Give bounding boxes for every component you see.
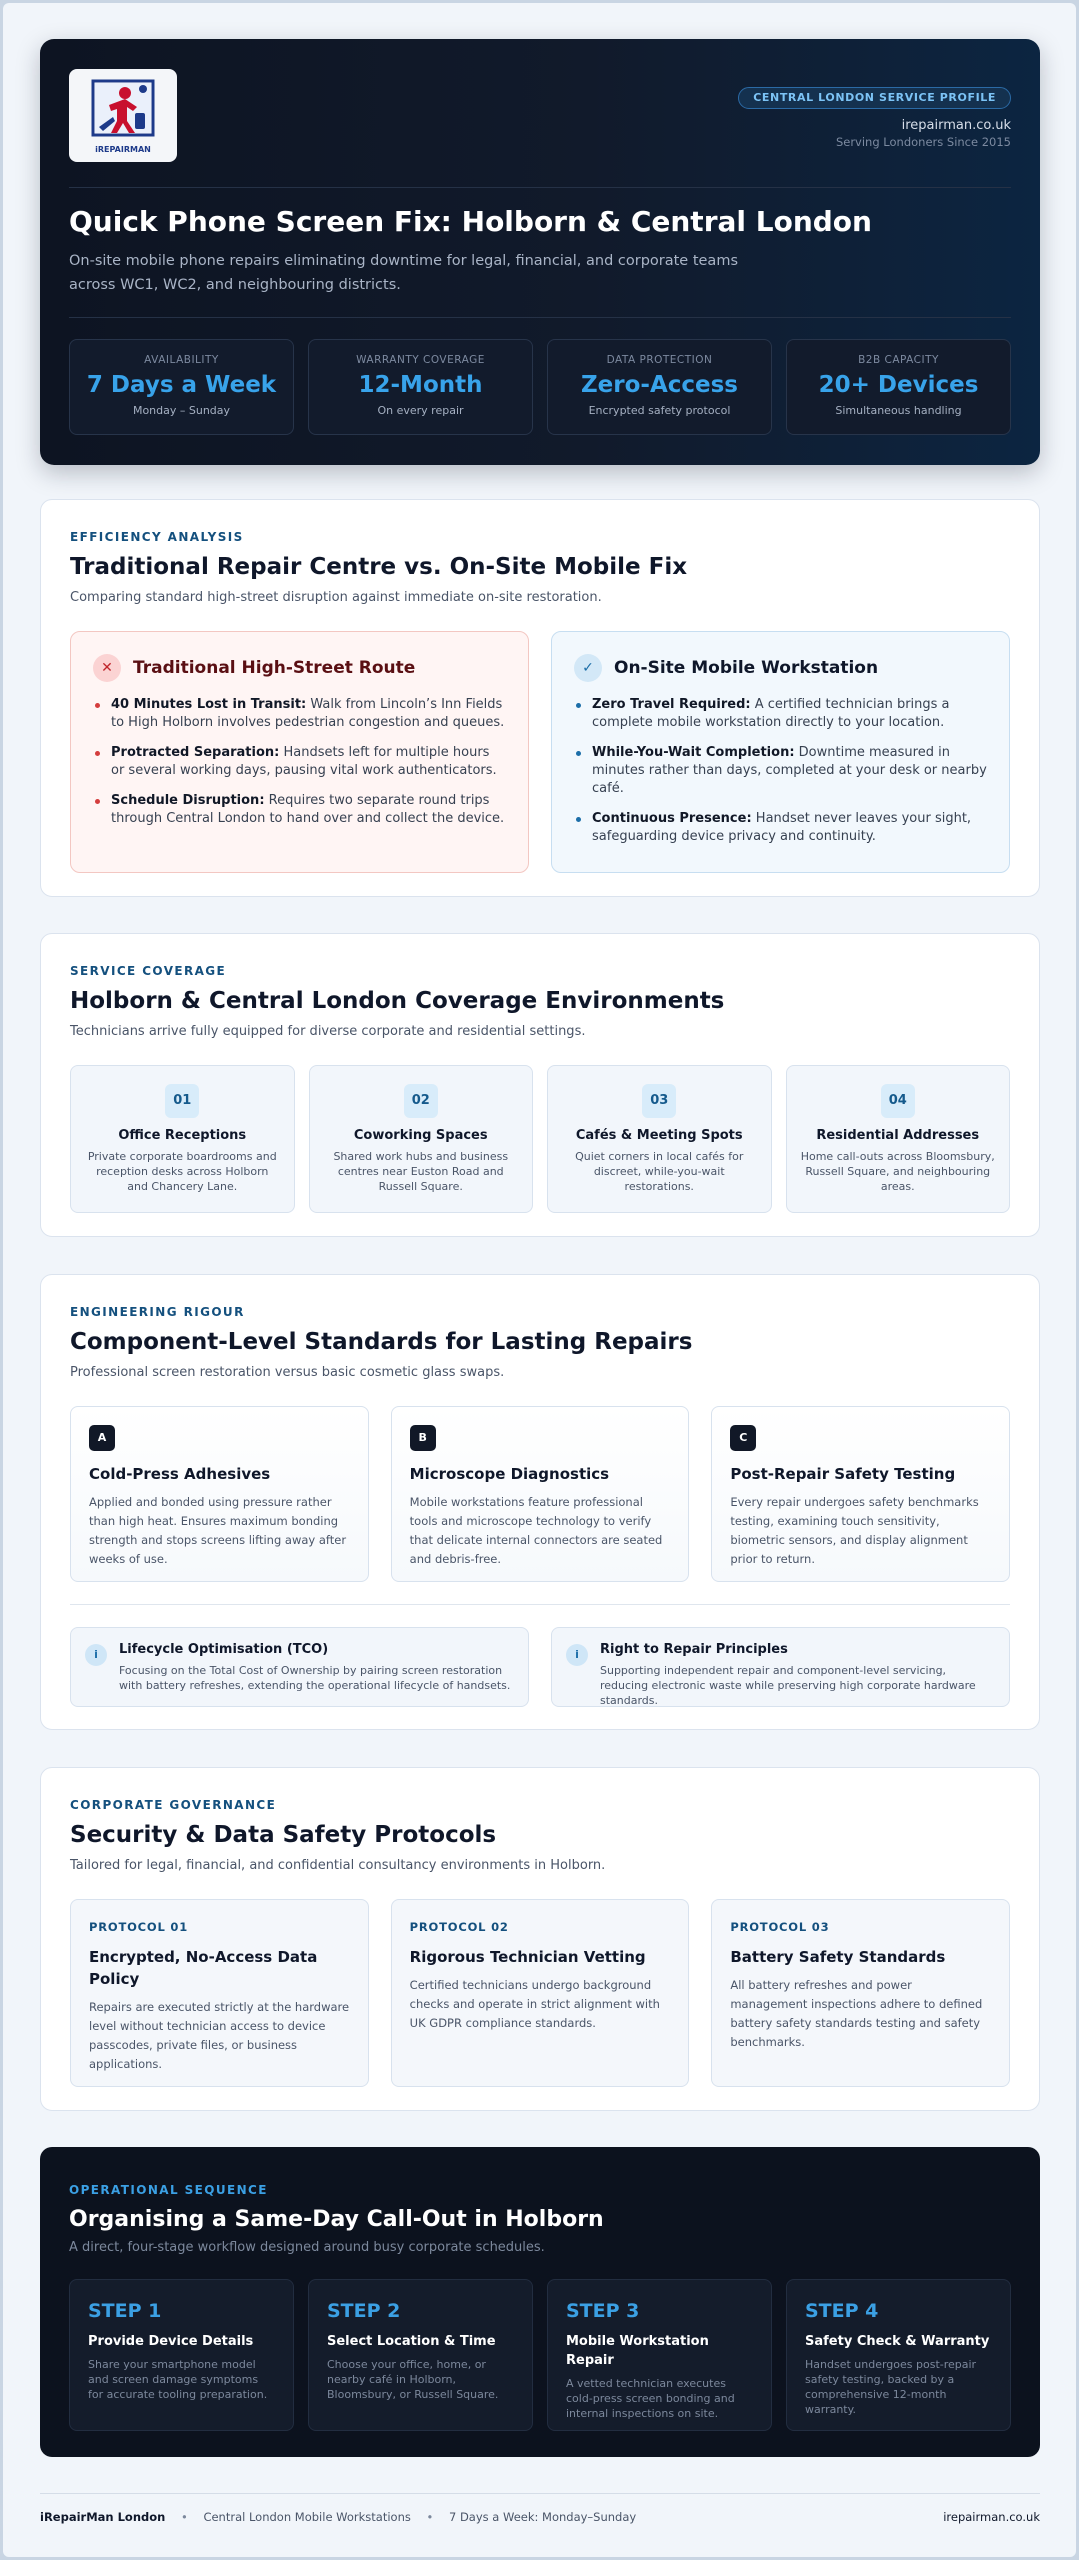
item-bold: Protracted Separation: xyxy=(111,745,280,760)
coverage-desc: Private corporate boardrooms and reception desks across Holborn and Chancery Lane. xyxy=(87,1150,277,1193)
stat-note: On every repair xyxy=(377,404,464,417)
section-eyebrow: ENGINEERING RIGOUR xyxy=(70,1305,245,1319)
step-card xyxy=(786,2279,1011,2431)
standard-card xyxy=(391,1406,690,1582)
section-eyebrow: EFFICIENCY ANALYSIS xyxy=(70,530,244,544)
item-text: Walk from Lincoln’s Inn Fields to High Holborn involves pedestrian congestion and queues. xyxy=(111,697,505,730)
coverage-card xyxy=(309,1065,534,1213)
stat-warranty xyxy=(308,339,533,435)
hero-subtitle: On-site mobile phone repairs eliminating downtime for legal, financial, and corporate teams across WC1, WC2, and neighbouring districts. xyxy=(69,253,738,293)
close-icon: ✕ xyxy=(93,654,121,682)
engineering-section xyxy=(40,1274,1040,1730)
info-card-tco xyxy=(70,1627,529,1707)
info-title: Right to Repair Principles xyxy=(600,1642,788,1657)
stat-value: 20+ Devices xyxy=(818,372,979,398)
info-icon: i xyxy=(85,1644,107,1666)
protocol-kicker: PROTOCOL 02 xyxy=(409,1920,509,1934)
section-title: Security & Data Safety Protocols xyxy=(70,1822,497,1848)
sequence-section xyxy=(40,2147,1040,2457)
coverage-number: 04 xyxy=(881,1084,915,1118)
item-bold: Continuous Presence: xyxy=(592,811,752,826)
coverage-title: Residential Addresses xyxy=(816,1128,980,1143)
step-kicker: STEP 1 xyxy=(88,2300,162,2322)
step-desc: Choose your office, home, or nearby café in Holborn, Bloomsbury, or Russell Square. xyxy=(327,2358,499,2401)
list-item xyxy=(574,696,987,732)
protocol-title: Encrypted, No-Access Data Policy xyxy=(89,1948,318,1988)
protocols-grid xyxy=(70,1899,1010,2087)
footer-item: Central London Mobile Workstations xyxy=(203,2510,411,2524)
protocol-card xyxy=(70,1899,369,2087)
step-card xyxy=(308,2279,533,2431)
stat-availability xyxy=(69,339,294,435)
item-text: Requires two separate round trips through Central London to hand over and collect the device. xyxy=(111,793,505,826)
stat-value: 7 Days a Week xyxy=(86,372,277,398)
step-card xyxy=(69,2279,294,2431)
coverage-number: 01 xyxy=(165,1084,199,1118)
standard-badge: A xyxy=(89,1425,115,1451)
info-desc: Focusing on the Total Cost of Ownership by pairing screen restoration with battery refreshes, extending the operational lifecycle of handsets. xyxy=(119,1664,511,1692)
comparison-row xyxy=(70,631,1010,873)
stat-b2b-capacity xyxy=(786,339,1011,435)
stats-row xyxy=(69,339,1011,435)
coverage-desc: Quiet corners in local cafés for discreet, while-you-wait restorations. xyxy=(575,1150,744,1193)
service-profile-badge: CENTRAL LONDON SERVICE PROFILE xyxy=(738,87,1011,109)
section-title: Organising a Same-Day Call-Out in Holborn xyxy=(69,2207,604,2232)
standard-title: Post-Repair Safety Testing xyxy=(730,1465,956,1483)
page-footer xyxy=(40,2493,1040,2524)
protocol-kicker: PROTOCOL 03 xyxy=(730,1920,830,1934)
info-card-right-to-repair xyxy=(551,1627,1010,1707)
stat-label: WARRANTY COVERAGE xyxy=(356,354,485,366)
info-title: Lifecycle Optimisation (TCO) xyxy=(119,1642,329,1657)
step-kicker: STEP 3 xyxy=(566,2300,640,2322)
footer-separator: • xyxy=(426,2510,434,2524)
list-item xyxy=(93,696,506,732)
hero-since-text: Serving Londoners Since 2015 xyxy=(835,135,1011,149)
stat-label: B2B CAPACITY xyxy=(858,354,939,366)
section-title: Traditional Repair Centre vs. On-Site Mobile Fix xyxy=(70,554,688,580)
traditional-route-card xyxy=(70,631,529,873)
standard-desc: Applied and bonded using pressure rather than high heat. Ensures maximum bonding strength and stops screens lifting away after weeks of use. xyxy=(89,1495,347,1566)
footer-domain-link[interactable]: irepairman.co.uk xyxy=(943,2510,1040,2524)
coverage-desc: Shared work hubs and business centres near Euston Road and Russell Square. xyxy=(333,1150,509,1193)
stat-data-protection xyxy=(547,339,772,435)
info-row xyxy=(70,1627,1010,1707)
section-lead: A direct, four-stage workflow designed around busy corporate schedules. xyxy=(69,2240,545,2255)
standard-desc: Mobile workstations feature professional tools and microscope technology to verify that delicate internal connectors are seated and debris-free. xyxy=(409,1495,663,1566)
list-item xyxy=(93,792,506,828)
coverage-card xyxy=(547,1065,772,1213)
hero-divider-top xyxy=(69,187,1011,188)
section-lead: Professional screen restoration versus basic cosmetic glass swaps. xyxy=(70,1365,505,1380)
standard-badge: B xyxy=(410,1425,436,1451)
stat-value: 12-Month xyxy=(358,372,483,398)
hero-section xyxy=(40,39,1040,465)
step-title: Select Location & Time xyxy=(327,2334,496,2349)
footer-separator: • xyxy=(181,2510,188,2524)
section-lead: Comparing standard high-street disruption against immediate on-site restoration. xyxy=(70,590,602,605)
coverage-section xyxy=(40,933,1040,1237)
step-kicker: STEP 2 xyxy=(327,2300,401,2322)
step-desc: Share your smartphone model and screen damage symptoms for accurate tooling preparation. xyxy=(88,2358,268,2401)
protocol-title: Rigorous Technician Vetting xyxy=(409,1948,646,1966)
footer-item: 7 Days a Week: Monday–Sunday xyxy=(448,2510,637,2524)
logo-figure-icon xyxy=(79,77,167,155)
item-text: A certified technician brings a complete mobile workstation directly to your location. xyxy=(592,697,950,730)
step-card xyxy=(547,2279,772,2431)
card-title: On-Site Mobile Workstation xyxy=(614,658,879,678)
section-eyebrow: OPERATIONAL SEQUENCE xyxy=(69,2183,268,2197)
protocol-desc: Certified technicians undergo background checks and operate in strict alignment with UK GDPR compliance standards. xyxy=(409,1978,660,2030)
stat-note: Monday – Sunday xyxy=(132,404,231,417)
standard-card xyxy=(711,1406,1010,1582)
section-eyebrow: CORPORATE GOVERNANCE xyxy=(70,1798,277,1812)
governance-section xyxy=(40,1767,1040,2111)
list-item xyxy=(574,810,987,846)
info-icon: i xyxy=(566,1644,588,1666)
coverage-grid xyxy=(70,1065,1010,1213)
item-bold: Schedule Disruption: xyxy=(111,793,265,808)
section-lead: Technicians arrive fully equipped for diverse corporate and residential settings. xyxy=(70,1024,586,1039)
stat-label: AVAILABILITY xyxy=(144,354,219,366)
item-text: Handset never leaves your sight, safeguarding device privacy and continuity. xyxy=(592,811,972,844)
standard-desc: Every repair undergoes safety benchmarks testing, examining touch sensitivity, biometric sensors, and display alignment prior to return. xyxy=(730,1495,979,1566)
section-title: Component-Level Standards for Lasting Repairs xyxy=(70,1329,693,1355)
step-kicker: STEP 4 xyxy=(805,2300,879,2322)
section-eyebrow: SERVICE COVERAGE xyxy=(70,964,227,978)
coverage-title: Office Receptions xyxy=(118,1128,247,1143)
protocol-kicker: PROTOCOL 01 xyxy=(89,1920,189,1934)
item-bold: 40 Minutes Lost in Transit: xyxy=(111,697,307,712)
coverage-number: 03 xyxy=(642,1084,676,1118)
protocol-title: Battery Safety Standards xyxy=(730,1948,946,1966)
coverage-title: Coworking Spaces xyxy=(353,1128,488,1143)
hero-divider-bottom xyxy=(69,317,1011,318)
standard-title: Microscope Diagnostics xyxy=(409,1465,610,1483)
coverage-number: 02 xyxy=(404,1084,438,1118)
section-divider xyxy=(70,1604,1010,1605)
item-bold: Zero Travel Required: xyxy=(592,697,751,712)
hero-domain-link[interactable]: irepairman.co.uk xyxy=(901,118,1011,133)
standards-grid xyxy=(70,1406,1010,1582)
step-title: Safety Check & Warranty xyxy=(805,2334,990,2349)
check-icon: ✓ xyxy=(574,654,602,682)
item-text: Handsets left for multiple hours or several working days, pausing vital work authenticators. xyxy=(111,745,497,778)
section-title: Holborn & Central London Coverage Environments xyxy=(70,988,725,1014)
item-bold: While-You-Wait Completion: xyxy=(592,745,795,760)
protocol-desc: Repairs are executed strictly at the hardware level without technician access to device passcodes, private files, or business applications. xyxy=(89,2000,350,2071)
protocol-card xyxy=(711,1899,1010,2087)
footer-brand: iRepairMan London xyxy=(40,2510,166,2524)
steps-row xyxy=(69,2279,1011,2431)
stat-note: Simultaneous handling xyxy=(835,404,962,417)
protocol-card xyxy=(391,1899,690,2087)
standard-title: Cold-Press Adhesives xyxy=(89,1465,271,1483)
logo-wordmark: iREPAIRMAN xyxy=(95,145,151,154)
efficiency-section xyxy=(40,499,1040,897)
coverage-card xyxy=(786,1065,1011,1213)
step-title: Provide Device Details xyxy=(88,2334,254,2349)
stat-value: Zero-Access xyxy=(580,372,738,398)
page-background xyxy=(3,3,1076,2557)
card-title: Traditional High-Street Route xyxy=(133,658,416,678)
coverage-desc: Home call-outs across Bloomsbury, Russell Square, and neighbouring areas. xyxy=(800,1150,995,1193)
list-item xyxy=(574,744,987,798)
section-lead: Tailored for legal, financial, and confidential consultancy environments in Holborn. xyxy=(70,1858,606,1873)
info-desc: Supporting independent repair and component-level servicing, reducing electronic waste while preserving high corporate hardware standards. xyxy=(600,1664,976,1707)
standard-badge: C xyxy=(730,1425,756,1451)
stat-note: Encrypted safety protocol xyxy=(588,404,731,417)
brand-logo[interactable] xyxy=(69,69,177,162)
item-text: Downtime measured in minutes rather than days, completed at your desk or nearby café. xyxy=(592,745,987,796)
coverage-card xyxy=(70,1065,295,1213)
step-desc: A vetted technician executes cold-press screen bonding and internal inspections on site. xyxy=(566,2377,735,2420)
step-desc: Handset undergoes post-repair safety testing, backed by a comprehensive 12-month warranty. xyxy=(805,2358,977,2416)
page-title: Quick Phone Screen Fix: Holborn & Central London xyxy=(69,205,872,238)
onsite-workstation-card xyxy=(551,631,1010,873)
list-item xyxy=(93,744,506,780)
stat-label: DATA PROTECTION xyxy=(606,354,713,366)
coverage-title: Cafés & Meeting Spots xyxy=(575,1128,743,1143)
step-title: Mobile Workstation Repair xyxy=(566,2334,709,2368)
protocol-desc: All battery refreshes and power management inspections adhere to defined battery safety standards testing and safety benchmarks. xyxy=(730,1978,983,2049)
standard-card xyxy=(70,1406,369,1582)
